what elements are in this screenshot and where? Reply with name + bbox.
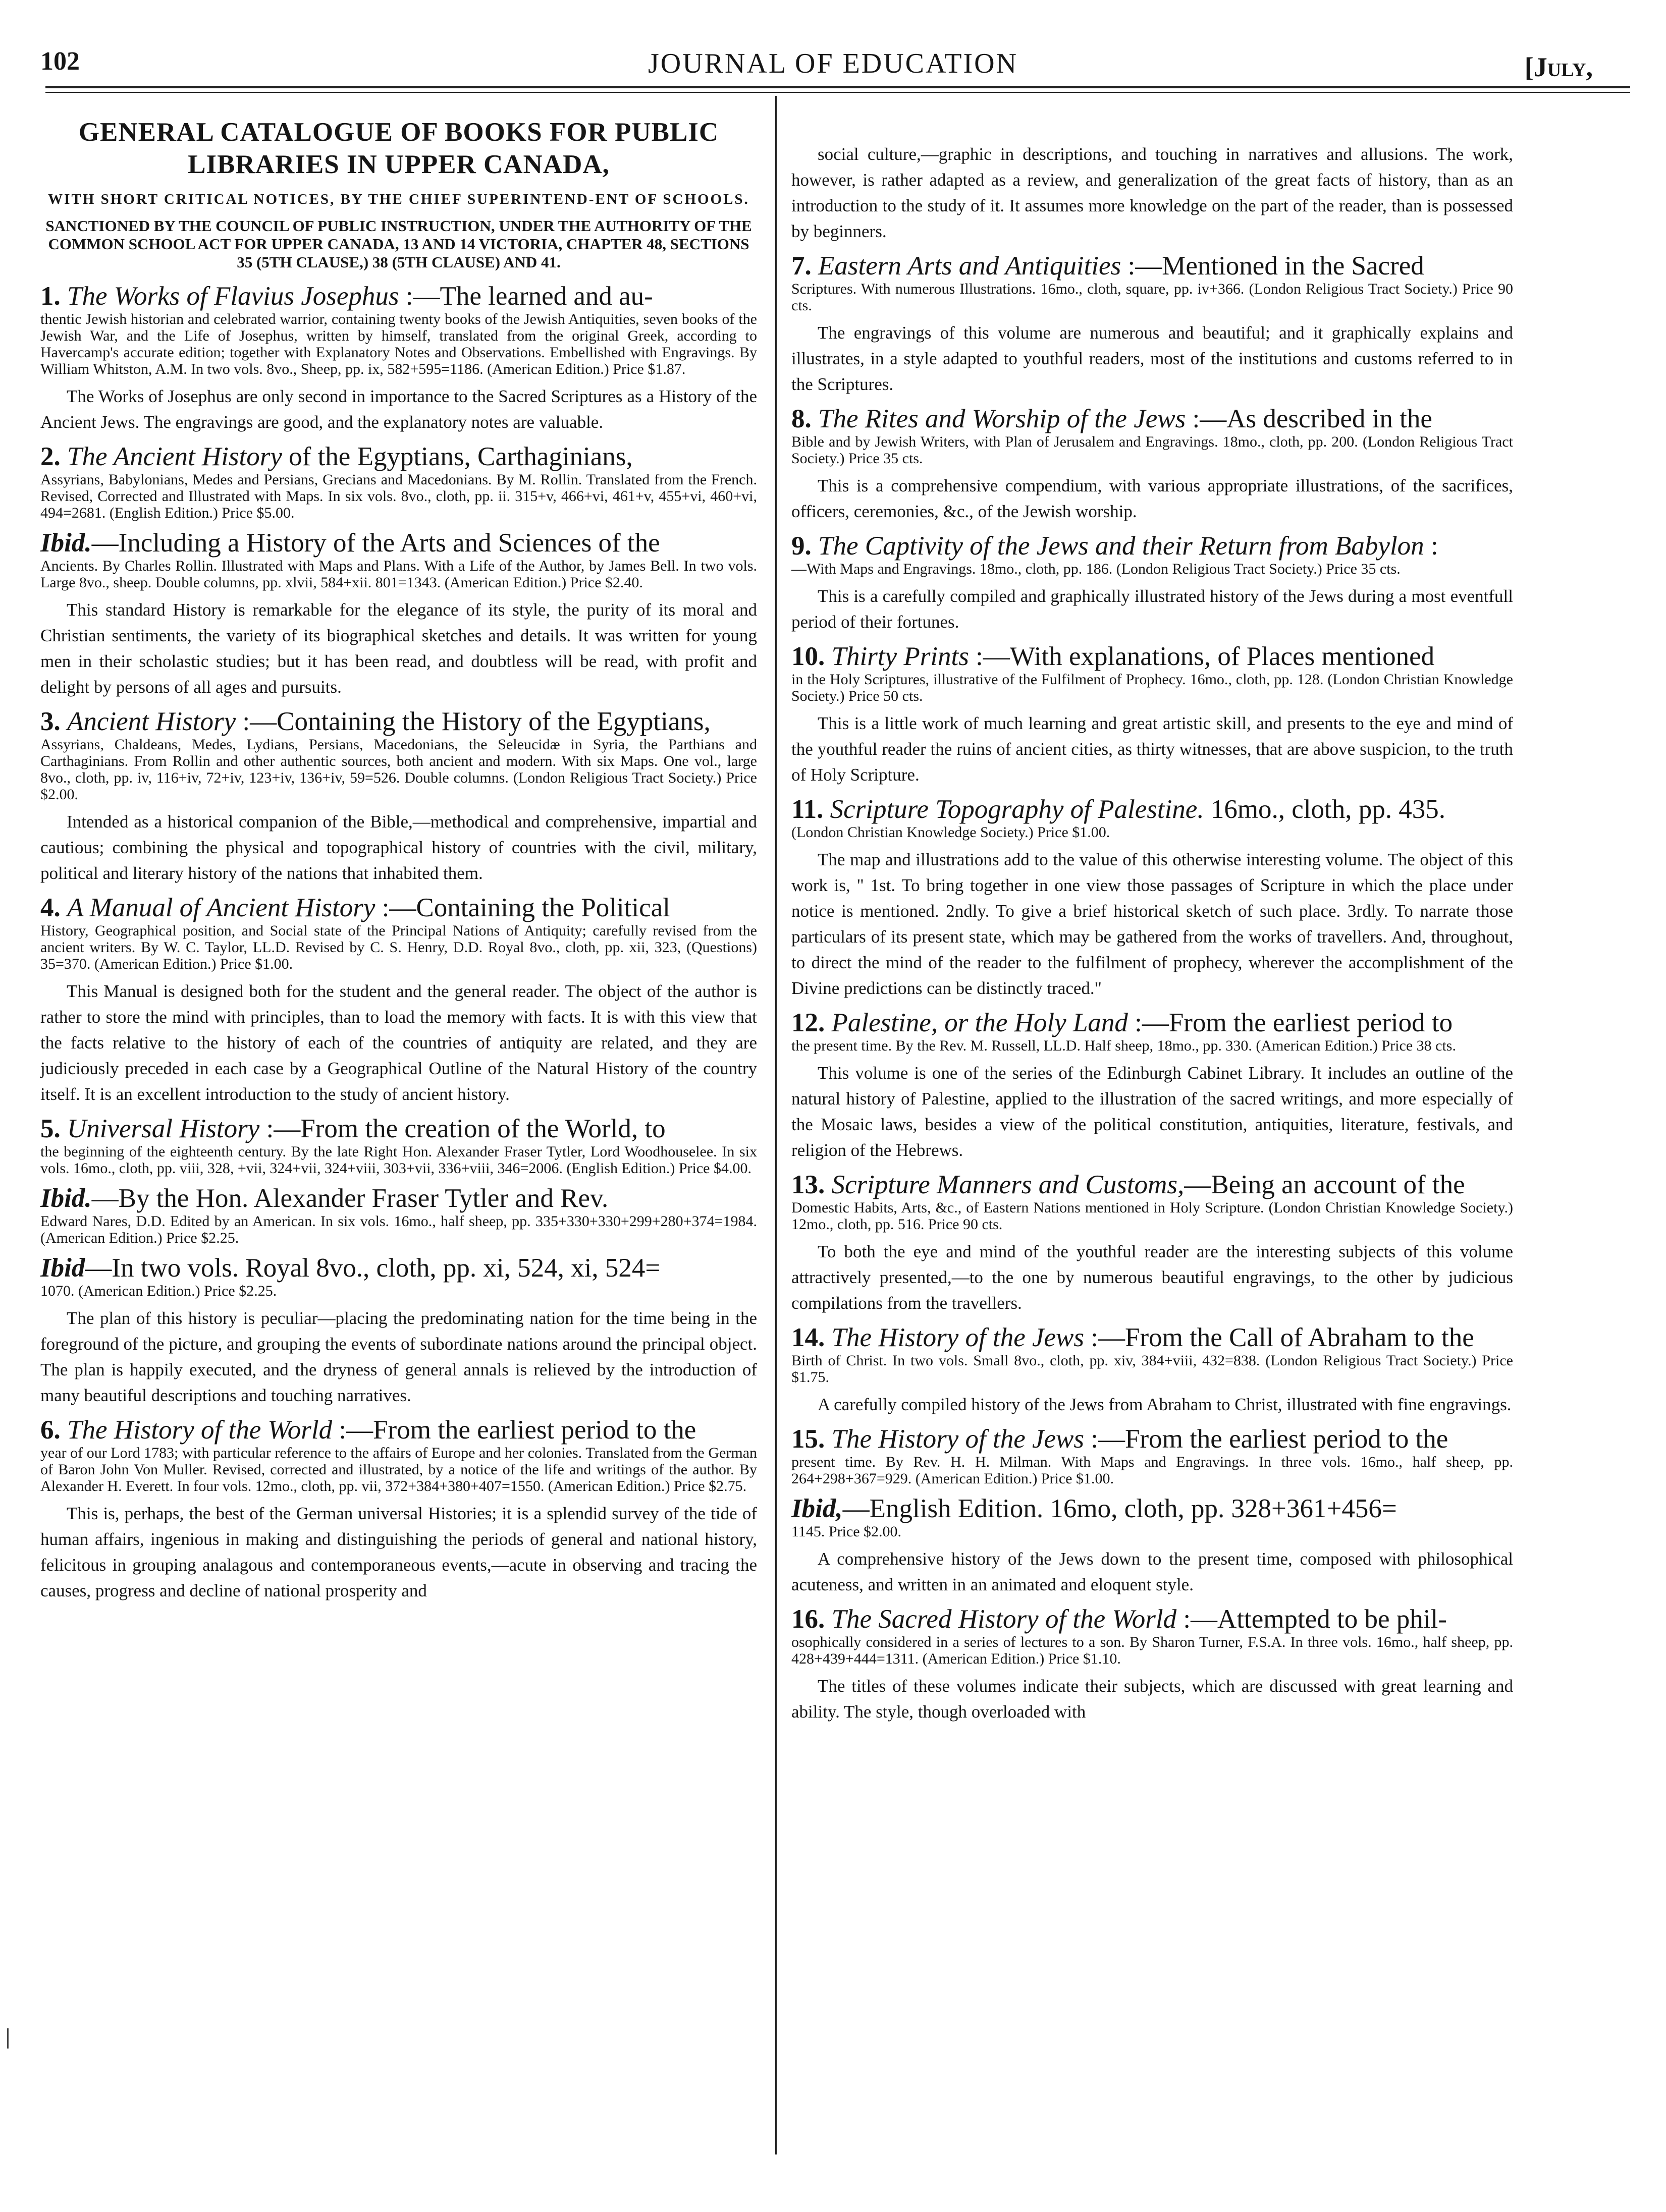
entry-lead: of the Egyptians, Carthaginians, <box>282 442 633 471</box>
entry-number: 10. <box>791 642 825 671</box>
entry-title: Thirty Prints <box>831 642 969 671</box>
entry-lead: :—The learned and au- <box>399 282 653 311</box>
column-divider <box>775 96 777 2154</box>
entry-notice: The plan of this history is peculiar—placing the predominating nation for the time being in the foreground of the picture, and grouping the events of subordinate nations around the principal object. The plan is happily executed, and the dryness of general annals is relieved by the introduction of many beautiful descriptions and touching narratives. <box>40 1308 757 1405</box>
entry-lead: :—From the earliest period to the <box>332 1415 696 1445</box>
entry-details: —With Maps and Engravings. 18mo., cloth, pp. 186. (London Religious Tract Society.) Price 35 cts. <box>791 561 1401 577</box>
entry-heading <box>40 894 757 921</box>
right-column <box>791 135 1513 1733</box>
entry-notice: This is a comprehensive compendium, with various appropriate illustrations, of the sacrifices, officers, ceremonies, &c., of the Jewish worship. <box>791 476 1513 521</box>
entry-details: History, Geographical position, and Social state of the Principal Nations of Antiquity; carefully revised from the ancient writers. By W. C. Taylor, LL.D. Revised by C. S. Henry, D.D. Royal 8vo., cloth, pp. xii, 323, (Questions) 35=370. (American Edition.) Price $1.00. <box>40 922 757 972</box>
entry-title: The History of the Jews <box>831 1323 1084 1352</box>
catalogue-entry <box>791 1009 1513 1163</box>
catalogue-sanction: SANCTIONED BY THE COUNCIL OF PUBLIC INSTRUCTION, UNDER THE AUTHORITY OF THE COMMON SCHOOL ACT FOR UPPER CANADA, 13 AND 14 VICTORIA, CHAPTER 48, SECTIONS 35 (5TH CLAUSE,) 38 (5TH CLAUSE) AND 41. <box>45 217 752 271</box>
entry-heading <box>791 1324 1513 1351</box>
entry-lead: :—From the Call of Abraham to the <box>1084 1323 1474 1352</box>
entry-number: 6. <box>40 1415 61 1445</box>
catalogue-entry <box>791 643 1513 788</box>
entry-heading <box>791 1171 1513 1198</box>
entry-details: osophically considered in a series of lectures to a son. By Sharon Turner, F.S.A. In three vols. 16mo., half sheep, pp. 428+439+444=1311. (American Edition.) Price $1.10. <box>791 1634 1513 1667</box>
catalogue-entry <box>40 1185 757 1246</box>
entry-lead: —English Edition. 16mo, cloth, pp. 328+361+456= <box>842 1494 1397 1523</box>
entry-lead: :—As described in the <box>1186 404 1432 433</box>
entry-details: 1145. Price $2.00. <box>791 1523 902 1540</box>
catalogue-entry <box>791 1606 1513 1725</box>
page-number: 102 <box>40 47 80 76</box>
entry-heading <box>791 405 1513 432</box>
entry-title: Palestine, or the Holy Land <box>831 1008 1128 1037</box>
catalogue-entry <box>40 1254 757 1408</box>
entry-details: Bible and by Jewish Writers, with Plan of Jerusalem and Engravings. 18mo., cloth, pp. 200. (London Religious Tract Society.) Price 35 cts. <box>791 433 1513 467</box>
catalogue-title-line2: LIBRARIES IN UPPER CANADA, <box>188 150 610 179</box>
catalogue-entry <box>791 1425 1513 1487</box>
right-entries <box>791 141 1513 1725</box>
entry-heading <box>40 1254 757 1282</box>
entry-number: 7. <box>791 251 812 281</box>
entry-lead: —Being an account of the <box>1184 1170 1465 1199</box>
entry-heading <box>791 1606 1513 1633</box>
left-entries <box>40 283 757 1603</box>
entry-details: (London Christian Knowledge Society.) Price $1.00. <box>791 824 1110 841</box>
catalogue-title-line1: GENERAL CATALOGUE OF BOOKS FOR PUBLIC <box>78 118 719 147</box>
entry-notice: This is, perhaps, the best of the German universal Histories; it is a splendid survey of the tide of human affairs, ingenious in making and distinguishing the periods of general and national history, felicitous in grouping analagous and contemporaneous events,—acute in observing and tracing the causes, progress and decline of national prosperity and <box>40 1504 757 1600</box>
catalogue-entry <box>791 1324 1513 1417</box>
catalogue-entry <box>791 796 1513 1001</box>
catalogue-entry <box>40 529 757 700</box>
entry-heading <box>40 1416 757 1444</box>
catalogue-entry <box>791 252 1513 397</box>
entry-number: 11. <box>791 795 824 824</box>
entry-title: Scripture Topography of Palestine. <box>830 795 1204 824</box>
entry-details: Edward Nares, D.D. Edited by an American. In six vols. 16mo., half sheep, pp. 335+330+330+299+280+374=1984. (American Edition.) Price $2.25. <box>40 1213 757 1246</box>
entry-notice: A carefully compiled history of the Jews from Abraham to Christ, illustrated with fine engravings. <box>818 1395 1512 1414</box>
entry-details: the present time. By the Rev. M. Russell, LL.D. Half sheep, 18mo., pp. 330. (American Edition.) Price 38 cts. <box>791 1037 1456 1054</box>
entry-lead: 16mo., cloth, pp. 435. <box>1204 795 1446 824</box>
entry-details: Scriptures. With numerous Illustrations. 16mo., cloth, square, pp. iv+366. (London Religious Tract Society.) Price 90 cts. <box>791 281 1513 314</box>
entry-lead: :—From the creation of the World, to <box>259 1114 666 1143</box>
entry-title: Scripture Manners and Customs, <box>831 1170 1185 1199</box>
entry-title: Eastern Arts and Antiquities <box>818 251 1121 281</box>
catalogue-entry <box>40 1416 757 1603</box>
entry-notice: This standard History is remarkable for the elegance of its style, the purity of its moral and Christian sentiments, the variety of its biographical sketches and details. It was written for young men in their scholastic studies; but it has been read, and doubtless will be read, with profit and delight by persons of all ages and pursuits. <box>40 600 757 697</box>
entry-details: Ancients. By Charles Rollin. Illustrated with Maps and Plans. With a Life of the Author, by James Bell. In two vols. Large 8vo., sheep. Double columns, pp. xlvii, 584+xii. 801=1343. (American Edition.) Price $2.40. <box>40 558 757 591</box>
page-header <box>0 0 1666 91</box>
catalogue-entry <box>40 443 757 521</box>
entry-number: 13. <box>791 1170 825 1199</box>
entry-heading <box>40 1185 757 1212</box>
entry-notice: The map and illustrations add to the value of this otherwise interesting volume. The object of this work is, " 1st. To bring together in one view those passages of Scripture in which the place under notice is mentioned. 2ndly. To give a brief historical sketch of such place. 3rdly. To narrate those particulars of its present state, which may be gathered from the works of travellers. And, throughout, to direct the mind of the reader to the fulfilment of prophecy, wherever the accomplishment of the Divine predictions can be distinctly traced." <box>791 850 1513 998</box>
entry-notice: This is a carefully compiled and graphically illustrated history of the Jews during a most eventfull period of their fortunes. <box>791 586 1513 632</box>
entry-number: 8. <box>791 404 812 433</box>
entry-lead: —By the Hon. Alexander Fraser Tytler and Rev. <box>91 1184 609 1213</box>
catalogue-entry <box>40 894 757 1107</box>
catalogue-entry <box>40 708 757 886</box>
entry-number: 9. <box>791 531 812 561</box>
entry-notice: The Works of Josephus are only second in importance to the Sacred Scriptures as a History of the Ancient Jews. The engravings are good, and the explanatory notes are valuable. <box>40 386 757 432</box>
entry-details: Birth of Christ. In two vols. Small 8vo., cloth, pp. xiv, 384+viii, 432=838. (London Religious Tract Society.) Price $1.75. <box>791 1352 1513 1386</box>
entry-details: Assyrians, Babylonians, Medes and Persians, Grecians and Macedonians. By M. Rollin. Translated from the French. Revised, Corrected and Illustrated with Maps. In six vols. 8vo., cloth, pp. ii. 315+v, 466+vi, 461+v, 455+vi, 460+vi, 494=2681. (English Edition.) Price $5.00. <box>40 471 757 521</box>
entry-lead: —In two vols. Royal 8vo., cloth, pp. xi, 524, xi, 524= <box>85 1253 661 1283</box>
entry-number: Ibid, <box>791 1494 843 1523</box>
header-rule-thin <box>45 92 1630 93</box>
entry-number: 4. <box>40 893 61 922</box>
entry-notice: The engravings of this volume are numerous and beautiful; and it graphically explains and illustrates, in a style adapted to youthful readers, most of the institutions and customs referred to in the Scriptures. <box>791 323 1513 394</box>
entry-number: 3. <box>40 707 61 736</box>
entry-number: Ibid. <box>40 528 92 558</box>
catalogue-entry <box>40 283 757 435</box>
entry-notice: Intended as a historical companion of the Bible,—methodical and comprehensive, impartial and cautious; combining the physical and topographical history of countries with the civil, military, political and literary history of the nations that inhabited them. <box>40 812 757 883</box>
entry-heading <box>40 529 757 557</box>
entry-details: present time. By Rev. H. H. Milman. With Maps and Engravings. In three vols. 16mo., half sheep, pp. 264+298+367=929. (American Edition.) Price $1.00. <box>791 1454 1513 1487</box>
entry-details: year of our Lord 1783; with particular reference to the affairs of Europe and her colonies. Translated from the German of Baron John Von Muller. Revised, corrected and illustrated, by a notice of the life and writings of the author. By Alexander H. Everett. In four vols. 12mo., cloth, pp. vii, 372+384+380+407=1550. (American Edition.) Price $2.75. <box>40 1445 757 1495</box>
entry-details: Assyrians, Chaldeans, Medes, Lydians, Persians, Macedonians, the Seleucidæ in Syria, the Parthians and Carthaginians. From Rollin and other authentic sources, both ancient and modern. With six Maps. One vol., large 8vo., cloth, pp. iv, 116+iv, 72+iv, 123+iv, 136+iv, 59=526. Double columns. (London Religious Tract Society.) Price $2.00. <box>40 736 757 803</box>
entry-title: The Sacred History of the World <box>831 1605 1177 1634</box>
entry-heading <box>791 1495 1513 1522</box>
entry-lead: :—Containing the Political <box>375 893 670 922</box>
entry-number: 2. <box>40 442 61 471</box>
entry-notice: To both the eye and mind of the youthful reader are the interesting subjects of this volume attractively presented,—to the one by numerous beautiful engravings, to the other by judicious compilations from the travellers. <box>791 1242 1513 1313</box>
entry-title: Ancient History <box>67 707 236 736</box>
entry-notice: social culture,—graphic in descriptions, and touching in narratives and allusions. The work, however, is rather adapted as a review, and generalization of the great facts of history, than as an introduction to the study of it. It assumes more knowledge on the part of the reader, than is possessed by beginners. <box>791 144 1513 241</box>
entry-details: Domestic Habits, Arts, &c., of Eastern Nations mentioned in Holy Scripture. (London Christian Knowledge Society.) 12mo., cloth, pp. 516. Price 90 cts. <box>791 1199 1513 1233</box>
entry-heading <box>40 1115 757 1142</box>
entry-heading <box>791 1009 1513 1036</box>
entry-heading <box>791 1425 1513 1453</box>
entry-notice: This is a little work of much learning and great artistic skill, and presents to the eye and mind of the youthful reader the ruins of ancient cities, as thirty witnesses, that are above suspicion, to the truth of Holy Scripture. <box>791 713 1513 785</box>
entry-number: 16. <box>791 1605 825 1634</box>
catalogue-entry <box>791 1495 1513 1597</box>
entry-heading <box>791 252 1513 280</box>
entry-title: Universal History <box>67 1114 260 1143</box>
entry-title: The History of the Jews <box>831 1424 1084 1454</box>
journal-title: JOURNAL OF EDUCATION <box>648 48 1018 79</box>
entry-details: in the Holy Scriptures, illustrative of the Fulfilment of Prophecy. 16mo., cloth, pp. 128. (London Christian Knowledge Society.) Price 50 cts. <box>791 671 1513 704</box>
entry-heading <box>40 443 757 470</box>
entry-lead: : <box>1424 531 1438 561</box>
catalogue-entry <box>791 1171 1513 1316</box>
entry-details: thentic Jewish historian and celebrated warrior, containing twenty books of the Jewish Antiquities, seven books of the Jewish War, and the Life of Josephus, written by himself, translated from the original Greek, according to Havercamp's accurate edition; together with Explanatory Notes and Observations. Embellished with Engravings. By William Whitston, A.M. In two vols. 8vo., Sheep, pp. ix, 582+595=1186. (American Edition.) Price $1.87. <box>40 311 757 377</box>
left-column <box>40 116 757 1612</box>
entry-notice: This Manual is designed both for the student and the general reader. The object of the author is rather to store the mind with principles, than to load the memory with facts. It is with this view that the facts relative to the history of each of the countries of antiquity are related, and they are judiciously preceded in each case by a Geographical Outline of the Natural History of the country itself. It is an excellent introduction to the study of ancient history. <box>40 981 757 1104</box>
catalogue-entry <box>40 1115 757 1177</box>
entry-number: 12. <box>791 1008 825 1037</box>
entry-title: The Captivity of the Jews and their Return from Babylon <box>818 531 1424 561</box>
issue-month: [July, <box>1524 52 1593 82</box>
entry-heading <box>791 532 1513 560</box>
entry-number: 15. <box>791 1424 825 1454</box>
entry-title: The Ancient History <box>67 442 282 471</box>
entry-number: 14. <box>791 1323 825 1352</box>
catalogue-subtitle: WITH SHORT CRITICAL NOTICES, BY THE CHIEF SUPERINTEND-ENT OF SCHOOLS. <box>48 191 749 207</box>
entry-notice: The titles of these volumes indicate their subjects, which are discussed with great learning and ability. The style, though overloaded with <box>791 1676 1513 1722</box>
margin-mark <box>7 2028 9 2049</box>
entry-title: The Works of Flavius Josephus <box>67 282 399 311</box>
entry-heading <box>791 796 1513 823</box>
catalogue-title <box>40 116 757 181</box>
entry-details: 1070. (American Edition.) Price $2.25. <box>40 1283 277 1299</box>
entry-title: The History of the World <box>67 1415 333 1445</box>
header-rule <box>45 86 1630 88</box>
entry-number: Ibid <box>40 1253 85 1283</box>
entry-lead: :—Attempted to be phil- <box>1176 1605 1447 1634</box>
entry-number: 5. <box>40 1114 61 1143</box>
entry-heading <box>40 283 757 310</box>
catalogue-entry <box>791 141 1513 244</box>
entry-notice: A comprehensive history of the Jews down to the present time, composed with philosophical acuteness, and written in an animated and eloquent style. <box>791 1549 1513 1594</box>
entry-lead: —Including a History of the Arts and Sciences of the <box>91 528 660 558</box>
entry-lead: :—From the earliest period to <box>1127 1008 1453 1037</box>
entry-notice: This volume is one of the series of the Edinburgh Cabinet Library. It includes an outline of the natural history of Palestine, applied to the illustration of the sacred writings, and more especially of the Mosaic laws, besides a view of the political constitution, antiquities, literature, festivals, and religion of the Hebrews. <box>791 1063 1513 1160</box>
catalogue-entry <box>791 532 1513 635</box>
entry-number: 1. <box>40 282 61 311</box>
entry-heading <box>40 708 757 735</box>
entry-title: A Manual of Ancient History <box>67 893 375 922</box>
entry-lead: :—Containing the History of the Egyptians, <box>236 707 711 736</box>
entry-details: the beginning of the eighteenth century. By the late Right Hon. Alexander Fraser Tytler, Lord Woodhouselee. In six vols. 16mo., cloth, pp. viii, 328, +vii, 324+vii, 324+viii, 303+vii, 336+viii, 346=2006. (English Edition.) Price $4.00. <box>40 1143 757 1177</box>
entry-lead: :—With explanations, of Places mentioned <box>969 642 1435 671</box>
entry-lead: :—Mentioned in the Sacred <box>1121 251 1424 281</box>
entry-number: Ibid. <box>40 1184 92 1213</box>
entry-lead: :—From the earliest period to the <box>1084 1424 1448 1454</box>
entry-title: The Rites and Worship of the Jews <box>818 404 1186 433</box>
catalogue-entry <box>791 405 1513 524</box>
entry-heading <box>791 643 1513 670</box>
